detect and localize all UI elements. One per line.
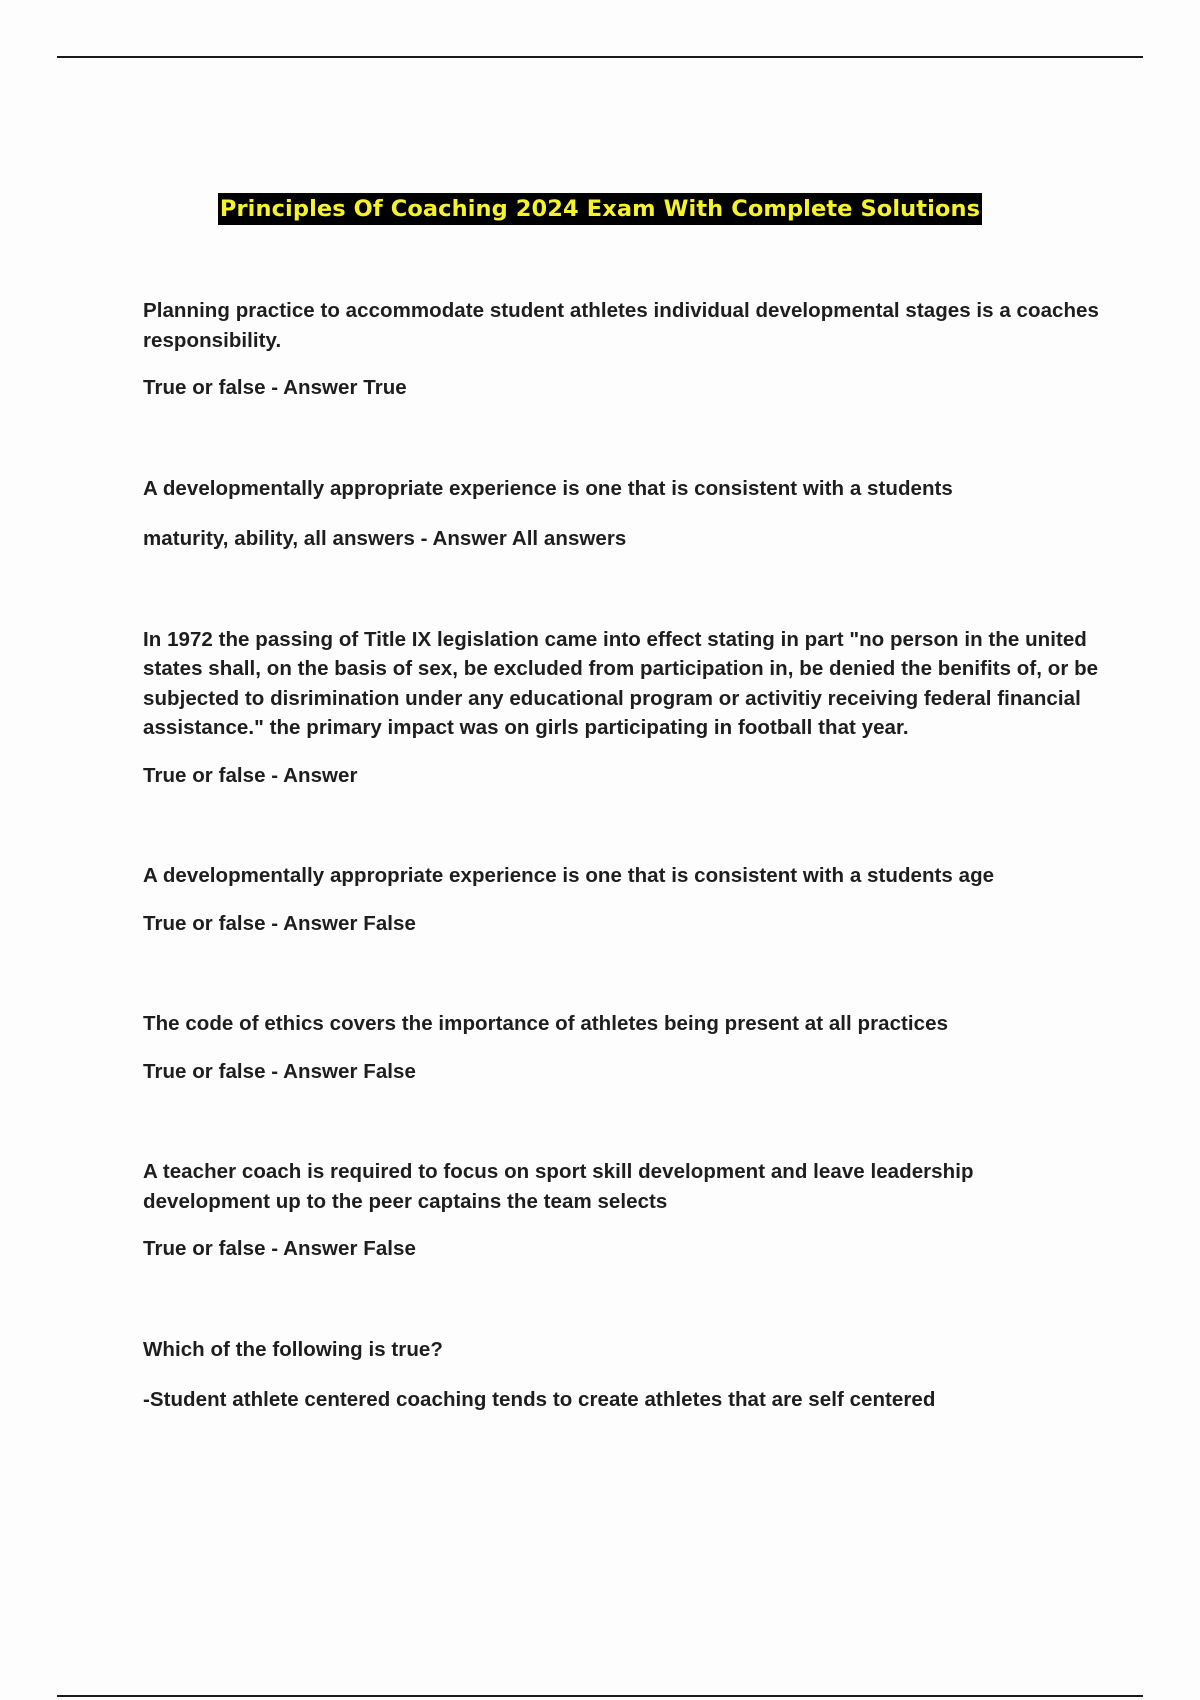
- question-item: [143, 1009, 1103, 1086]
- answer-text: -Student athlete centered coaching tends to create athletes that are self centered: [143, 1388, 936, 1411]
- top-rule: [57, 56, 1143, 58]
- answer-text: True or false - Answer False: [143, 1237, 416, 1260]
- question-list: [143, 296, 1103, 1486]
- question-text: A teacher coach is required to focus on sport skill development and leave leadership development up to the peer captains the team selects: [143, 1160, 974, 1213]
- question-item: [143, 625, 1103, 791]
- question-text: A developmentally appropriate experience is one that is consistent with a students age: [143, 864, 995, 887]
- question-text: Planning practice to accommodate student athletes individual developmental stages is a coaches responsibility.: [143, 299, 1099, 352]
- answer-text: True or false - Answer False: [143, 1059, 416, 1083]
- answer-text: True or false - Answer True: [143, 376, 407, 399]
- bottom-rule: [57, 1695, 1143, 1697]
- question-item: [143, 296, 1103, 403]
- answer-text: True or false - Answer False: [143, 911, 416, 935]
- question-item: [143, 474, 1103, 554]
- question-item: [143, 861, 1103, 938]
- title-block: [0, 193, 1200, 225]
- answer-text: True or false - Answer: [143, 763, 358, 787]
- question-item: [143, 1335, 1103, 1415]
- question-text: A developmentally appropriate experience is one that is consistent with a students: [143, 476, 953, 500]
- document-title: Principles Of Coaching 2024 Exam With Complete Solutions: [218, 193, 982, 225]
- question-item: [143, 1157, 1103, 1264]
- question-text: Which of the following is true?: [143, 1337, 443, 1361]
- question-text: In 1972 the passing of Title IX legislation came into effect stating in part "no person in the united states shall, on the basis of sex, be excluded from participation in, be denied the benifits of, or be subjected to disrimination under any educational program or activitiy receiving federal financial assistance." the primary impact was on girls participating in football that year.: [143, 627, 1099, 739]
- question-text: The code of ethics covers the importance of athletes being present at all practices: [143, 1012, 949, 1035]
- answer-text: maturity, ability, all answers - Answer All answers: [143, 527, 627, 550]
